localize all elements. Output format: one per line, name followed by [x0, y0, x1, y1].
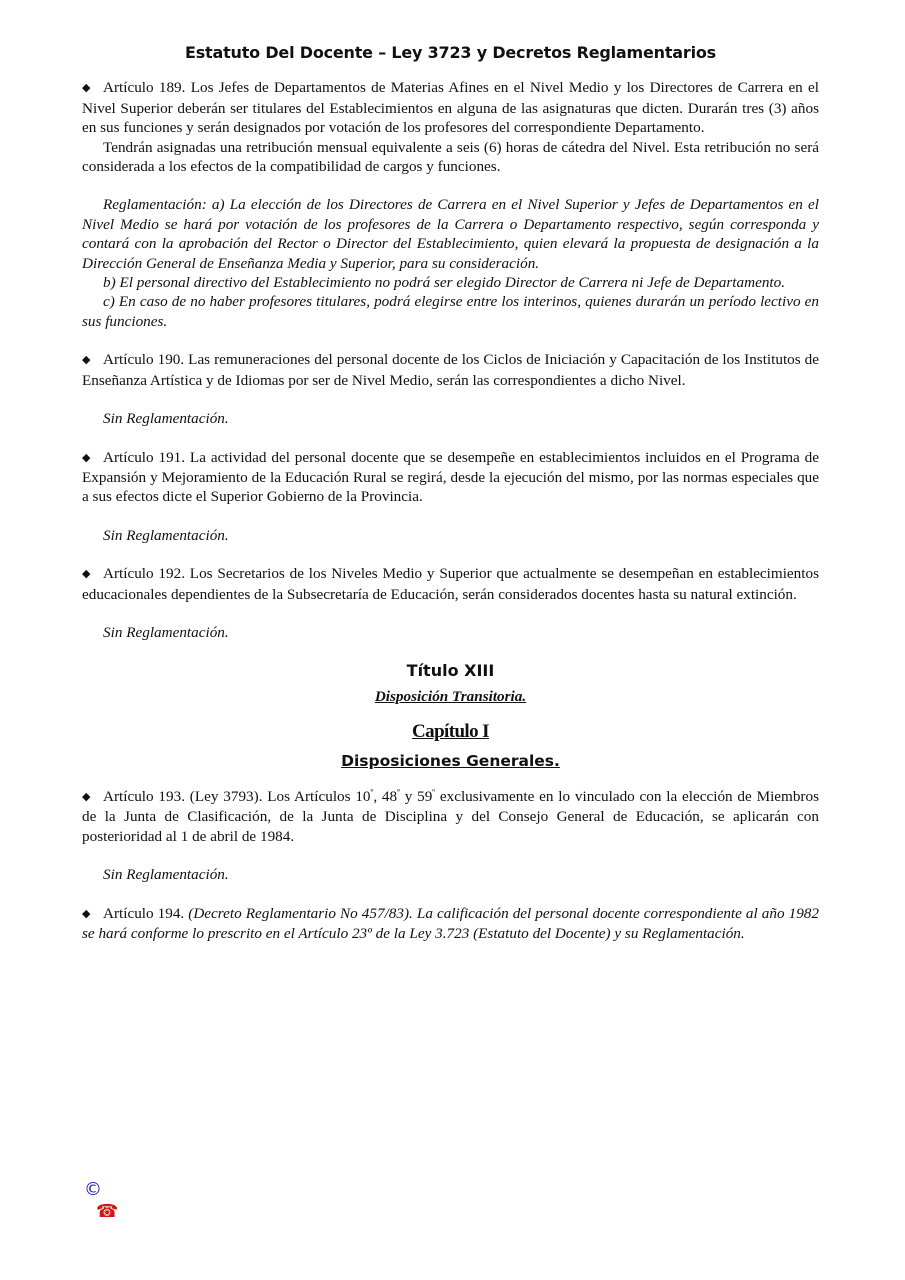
diamond-bullet-icon: ◆: [82, 907, 91, 920]
ordinal-sup: º: [370, 786, 374, 797]
article-193-text-1: Artículo 193. (Ley 3793). Los Artículos 10: [103, 787, 371, 805]
article-191-paragraph: [82, 448, 819, 507]
article-191-sin-reglamentacion: Sin Reglamentación.: [103, 526, 229, 544]
article-193-text-2: , 48: [373, 787, 398, 805]
article-194-italic-text: (Decreto Reglamentario No 457/83). La calificación del personal docente correspondiente al año 1982 se hará conforme lo prescrito en el Artículo 23º de la Ley 3.723 (Estatuto del Docente) y su Reglamentación.: [82, 904, 819, 942]
article-193-text-4: exclusivamente en lo vinculado con la elección de Miembros de la Junta de Clasificación, de la Junta de Disciplina y del Consejo General de Educación, se aplicarán con posterioridad al 1 de abril de 1984.: [82, 787, 819, 845]
capitulo-heading: Capítulo I: [412, 721, 489, 743]
page-title: Estatuto Del Docente – Ley 3723 y Decretos Reglamentarios: [185, 43, 716, 62]
article-190-paragraph: [82, 350, 819, 390]
article-194-lead: Artículo 194.: [103, 904, 189, 922]
diamond-bullet-icon: ◆: [82, 354, 91, 367]
article-189-reglamentacion-a: Reglamentación: a) La elección de los Directores de Carrera en el Nivel Superior y Jefes de Departamentos en el Nivel Medio se hará por votación de los profesores de la Carrera o Departamento respectivo, según corresponda y contará con la aprobación del Rector o Director del Establecimiento, quien elevará la propuesta de designación a la Dirección General de Enseñanza Media y Superior, para su consideración.: [82, 196, 819, 272]
diamond-bullet-icon: ◆: [82, 790, 91, 803]
article-190-sin-reglamentacion: Sin Reglamentación.: [103, 410, 229, 428]
article-193-paragraph: [82, 787, 819, 846]
ordinal-sup: º: [432, 786, 436, 797]
diamond-bullet-icon: ◆: [82, 568, 91, 581]
document-page: [82, 40, 819, 943]
article-192-text: Artículo 192. Los Secretarios de los Niveles Medio y Superior que actualmente se desempeñan en establecimientos educacionales dependientes de la Subsecretaría de Educación, serán considerados docentes hasta su natural extinción.: [82, 565, 819, 603]
article-189-reglamentacion-c: c) En caso de no haber profesores titulares, podrá elegirse entre los interinos, quienes durarán un período lectivo en sus funciones.: [82, 293, 819, 330]
article-194-paragraph: [82, 904, 819, 944]
diamond-bullet-icon: ◆: [82, 451, 91, 464]
article-189-text: Artículo 189. Los Jefes de Departamentos de Materias Afines en el Nivel Medio y los Directores de Carrera en el Nivel Superior deberán ser titulares del Establecimientos en alguna de las asignaturas que dicten. Durarán tres (3) años en sus funciones y serán designados por votación de los profesores del correspondiente Departamento.: [82, 79, 819, 137]
article-193-text-3: y 59: [399, 787, 433, 805]
article-192-sin-reglamentacion: Sin Reglamentación.: [103, 623, 229, 641]
article-190-text: Artículo 190. Las remuneraciones del personal docente de los Ciclos de Iniciación y Capacitación de los Institutos de Enseñanza Artística y de Idiomas por ser de Nivel Medio, serán las correspondientes a dicho Nivel.: [82, 351, 819, 389]
article-189-paragraph: [82, 78, 819, 137]
article-189-reglamentacion-b: b) El personal directivo del Establecimiento no podrá ser elegido Director de Carrera ni Jefe de Departamento.: [103, 274, 786, 292]
disposicion-transitoria-subtitle: Disposición Transitoria.: [374, 687, 527, 705]
ordinal-sup: º: [397, 786, 400, 797]
page-footer: [84, 1178, 120, 1222]
disposiciones-generales-heading: Disposiciones Generales.: [341, 751, 560, 770]
article-192-paragraph: [82, 564, 819, 604]
phone-icon: ☎: [96, 1200, 119, 1222]
article-191-text: Artículo 191. La actividad del personal docente que se desempeñe en establecimientos incluidos en el Programa de Expansión y Mejoramiento de la Educación Rural se regirá, desde la ejecución del mismo, por las normas especiales que a sus efectos dicte el Superior Gobierno de la Provincia.: [82, 448, 819, 506]
article-193-sin-reglamentacion: Sin Reglamentación.: [103, 866, 229, 884]
titulo-heading: Título XIII: [406, 661, 495, 681]
copyright-icon: ©: [84, 1178, 102, 1200]
article-189-paragraph-2: Tendrán asignadas una retribución mensual equivalente a seis (6) horas de cátedra del Nivel. Esta retribución no será considerada a los efectos de la compatibilidad de cargos y funciones.: [82, 138, 819, 176]
diamond-bullet-icon: ◆: [82, 82, 91, 95]
